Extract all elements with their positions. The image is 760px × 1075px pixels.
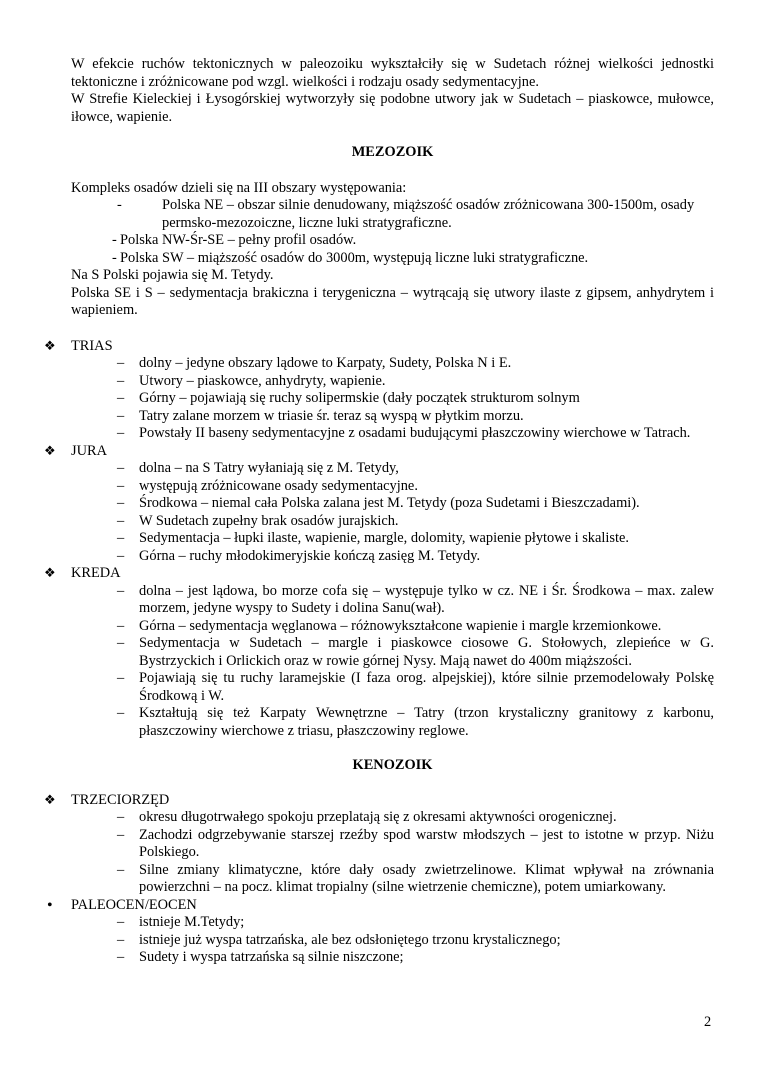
intro-paragraph-2: W Strefie Kieleckiej i Łysogórskiej wytworzyły się podobne utwory jak w Sudetach – piaskowce, mułowce, iłowce, wapienie. — [71, 91, 714, 125]
document-page — [44, 56, 714, 967]
list-item — [71, 809, 714, 827]
list-item-text: Pojawiają się tu ruchy laramejskie (I faza orog. alpejskiej), które silnie przemodelowały Polskę Środkową i W. — [139, 670, 714, 704]
dash-marker: – — [117, 407, 125, 424]
list-item — [71, 495, 714, 513]
list-item — [71, 355, 714, 373]
list-item — [71, 932, 714, 950]
list-item — [71, 618, 714, 636]
page-number: 2 — [704, 1014, 712, 1030]
list-item-text: Górny – pojawiają się ruchy solipermskie (dały początek strukturom solnym — [139, 390, 580, 406]
list-item — [71, 373, 714, 391]
kreda-list — [71, 583, 714, 741]
list-item — [71, 583, 714, 618]
list-item — [71, 197, 714, 232]
list-item — [71, 635, 714, 670]
list-item — [71, 425, 714, 443]
dash-marker: – — [117, 582, 125, 599]
section-title-text: JURA — [71, 442, 107, 459]
trias-list — [71, 355, 714, 443]
list-item-text: Sedymentacja – łupki ilaste, wapienie, margle, dolomity, wapienie płytowe i skaliste. — [139, 530, 629, 546]
list-item — [71, 548, 714, 566]
list-item-text: Kształtują się też Karpaty Wewnętrzne – Tatry (trzon krystaliczny granitowy z karbonu, płaszczowiny wierchowe z triasu, płaszczowiny reglowe. — [139, 705, 714, 739]
dash-marker: – — [117, 670, 125, 686]
dash-marker: – — [117, 949, 125, 965]
dash-marker: – — [117, 914, 125, 930]
jura-list — [71, 460, 714, 565]
trzeciorzed-list — [71, 809, 714, 897]
intro-paragraph-1: W efekcie ruchów tektonicznych w paleozoiku wykształciły się w Sudetach różnej wielkości jednostki tektoniczne i zróżnicowane pod wzgl. wielkości i rodzaju osady sedymentacyjne. — [71, 56, 714, 90]
list-item-text: Powstały II baseny sedymentacyjne z osadami budującymi płaszczowiny wierchowe w Tatrach. — [139, 425, 691, 441]
list-item-text: dolna – na S Tatry wyłaniają się z M. Tetydy, — [139, 460, 399, 476]
diamond-bullet-icon: ❖ — [44, 443, 56, 459]
dash-marker: – — [117, 547, 125, 564]
dash-marker: – — [117, 861, 125, 878]
list-item — [71, 478, 714, 496]
round-bullet-icon: • — [47, 896, 53, 914]
kenozoik-heading: KENOZOIK — [352, 757, 433, 773]
dash-marker: – — [117, 512, 125, 529]
list-item — [71, 949, 714, 967]
dash-marker: – — [117, 390, 125, 406]
list-item — [71, 670, 714, 705]
section-title-jura — [44, 442, 714, 461]
section-title-kreda — [44, 565, 714, 583]
section-title-text: PALEOCEN/EOCEN — [71, 896, 197, 913]
dash-marker: – — [117, 495, 125, 511]
list-item-text: Silne zmiany klimatyczne, które dały osady zwietrzelinowe. Klimat wpływał na zrównania powierzchni – na pocz. klimat tropialny (silne wietrzenie chemiczne), potem umiarkowany. — [139, 861, 714, 895]
list-item-text: Polska NW-Śr-SE – pełny profil osadów. — [120, 232, 357, 248]
list-item-text: Tatry zalane morzem w triasie śr. teraz są wyspą w płytkim morzu. — [139, 407, 524, 424]
list-item-text: istnieje już wyspa tatrzańska, ale bez odsłoniętego trzonu krystalicznego; — [139, 931, 561, 948]
list-item-text: okresu długotrwałego spokoju przeplatają się z okresami aktywności orogenicznej. — [139, 809, 617, 825]
section-title-trias — [44, 337, 714, 356]
dash-marker: – — [117, 635, 125, 651]
dash-marker: – — [117, 931, 125, 948]
list-item — [71, 862, 714, 897]
diamond-bullet-icon: ❖ — [44, 792, 56, 808]
mezozoik-intro: Kompleks osadów dzieli się na III obszary występowania: — [71, 179, 407, 196]
section-title-text: TRIAS — [71, 337, 113, 354]
paleocen-list — [71, 914, 714, 967]
diamond-bullet-icon: ❖ — [44, 338, 56, 354]
dash-marker: – — [117, 425, 125, 441]
list-item-text: Sedymentacja w Sudetach – margle i piaskowce ciosowe G. Stołowych, zlepieńce w G. Bystrzyckich i Orlickich oraz w rowie górnej Nysy. Mają nawet do 400m miąższości. — [139, 635, 714, 669]
list-item-text: dolny – jedyne obszary lądowe to Karpaty, Sudety, Polska N i E. — [139, 355, 512, 371]
list-item-text: Sudety i wyspa tatrzańska są silnie niszczone; — [139, 949, 404, 965]
list-item-text: Środkowa – niemal cała Polska zalana jest M. Tetydy (poza Sudetami i Bieszczadami). — [139, 495, 640, 511]
dash-marker: – — [117, 460, 125, 476]
list-item-text: Górna – sedymentacja węglanowa – różnowykształcone wapienie i margle krzemionkowe. — [139, 617, 662, 634]
mezozoik-heading: MEZOZOIK — [351, 144, 434, 160]
dash-marker: – — [117, 809, 125, 825]
list-item — [71, 232, 714, 250]
list-item-text: W Sudetach zupełny brak osadów jurajskich. — [139, 512, 399, 529]
section-title-text: KREDA — [71, 565, 121, 581]
list-item — [71, 914, 714, 932]
dash-marker: – — [117, 372, 125, 389]
list-item-text: Zachodzi odgrzebywanie starszej rzeźby spod warstw młodszych – jest to istotne w przyp. Niżu Polskiego. — [139, 826, 714, 860]
dash-marker: – — [117, 705, 125, 721]
list-item-text: Utwory – piaskowce, anhydryty, wapienie. — [139, 372, 386, 389]
hyphen-marker: - — [112, 249, 117, 266]
hyphen-marker: - — [117, 197, 122, 213]
list-item — [71, 513, 714, 531]
section-title-paleocen-eocen — [47, 896, 714, 915]
dash-marker: – — [117, 826, 125, 843]
dash-marker: – — [117, 617, 125, 634]
list-item — [71, 705, 714, 740]
section-title-text: TRZECIORZĘD — [71, 791, 170, 808]
diamond-bullet-icon: ❖ — [44, 566, 56, 581]
list-item-text: Górna – ruchy młodokimeryjskie kończą zasięg M. Tetydy. — [139, 547, 481, 564]
hyphen-marker: - — [112, 232, 117, 248]
dash-marker: – — [117, 355, 125, 371]
list-item — [71, 530, 714, 548]
list-item-text: występują zróżnicowane osady sedymentacyjne. — [139, 477, 418, 494]
section-title-trzeciorzed — [44, 791, 714, 810]
list-item — [71, 460, 714, 478]
list-item-text: dolna – jest lądowa, bo morze cofa się – występuje tylko w cz. NE i Śr. Środkowa – max. zalew morzem, jedyne wyspy to Sudety i dolina Sanu(wał). — [139, 582, 714, 616]
dash-marker: – — [117, 530, 125, 546]
list-item-text: Polska NE – obszar silnie denudowany, miąższość osadów zróżnicowana 300-1500m, osady permsko-mezozoiczne, liczne luki stratygraficzne. — [162, 197, 695, 231]
mezozoik-paragraph-2: Na S Polski pojawia się M. Tetydy. — [71, 267, 274, 283]
list-item — [71, 408, 714, 426]
dash-marker: – — [117, 477, 125, 494]
mezozoik-paragraph-3: Polska SE i S – sedymentacja brakiczna i terygeniczna – wytrącają się utwory ilaste z gipsem, anhydrytem i wapieniem. — [71, 284, 714, 318]
list-item-text: Polska SW – miąższość osadów do 3000m, występują liczne luki stratygraficzne. — [120, 249, 589, 266]
list-item — [71, 827, 714, 862]
list-item — [71, 390, 714, 408]
list-item — [71, 250, 714, 268]
list-item-text: istnieje M.Tetydy; — [139, 914, 245, 930]
